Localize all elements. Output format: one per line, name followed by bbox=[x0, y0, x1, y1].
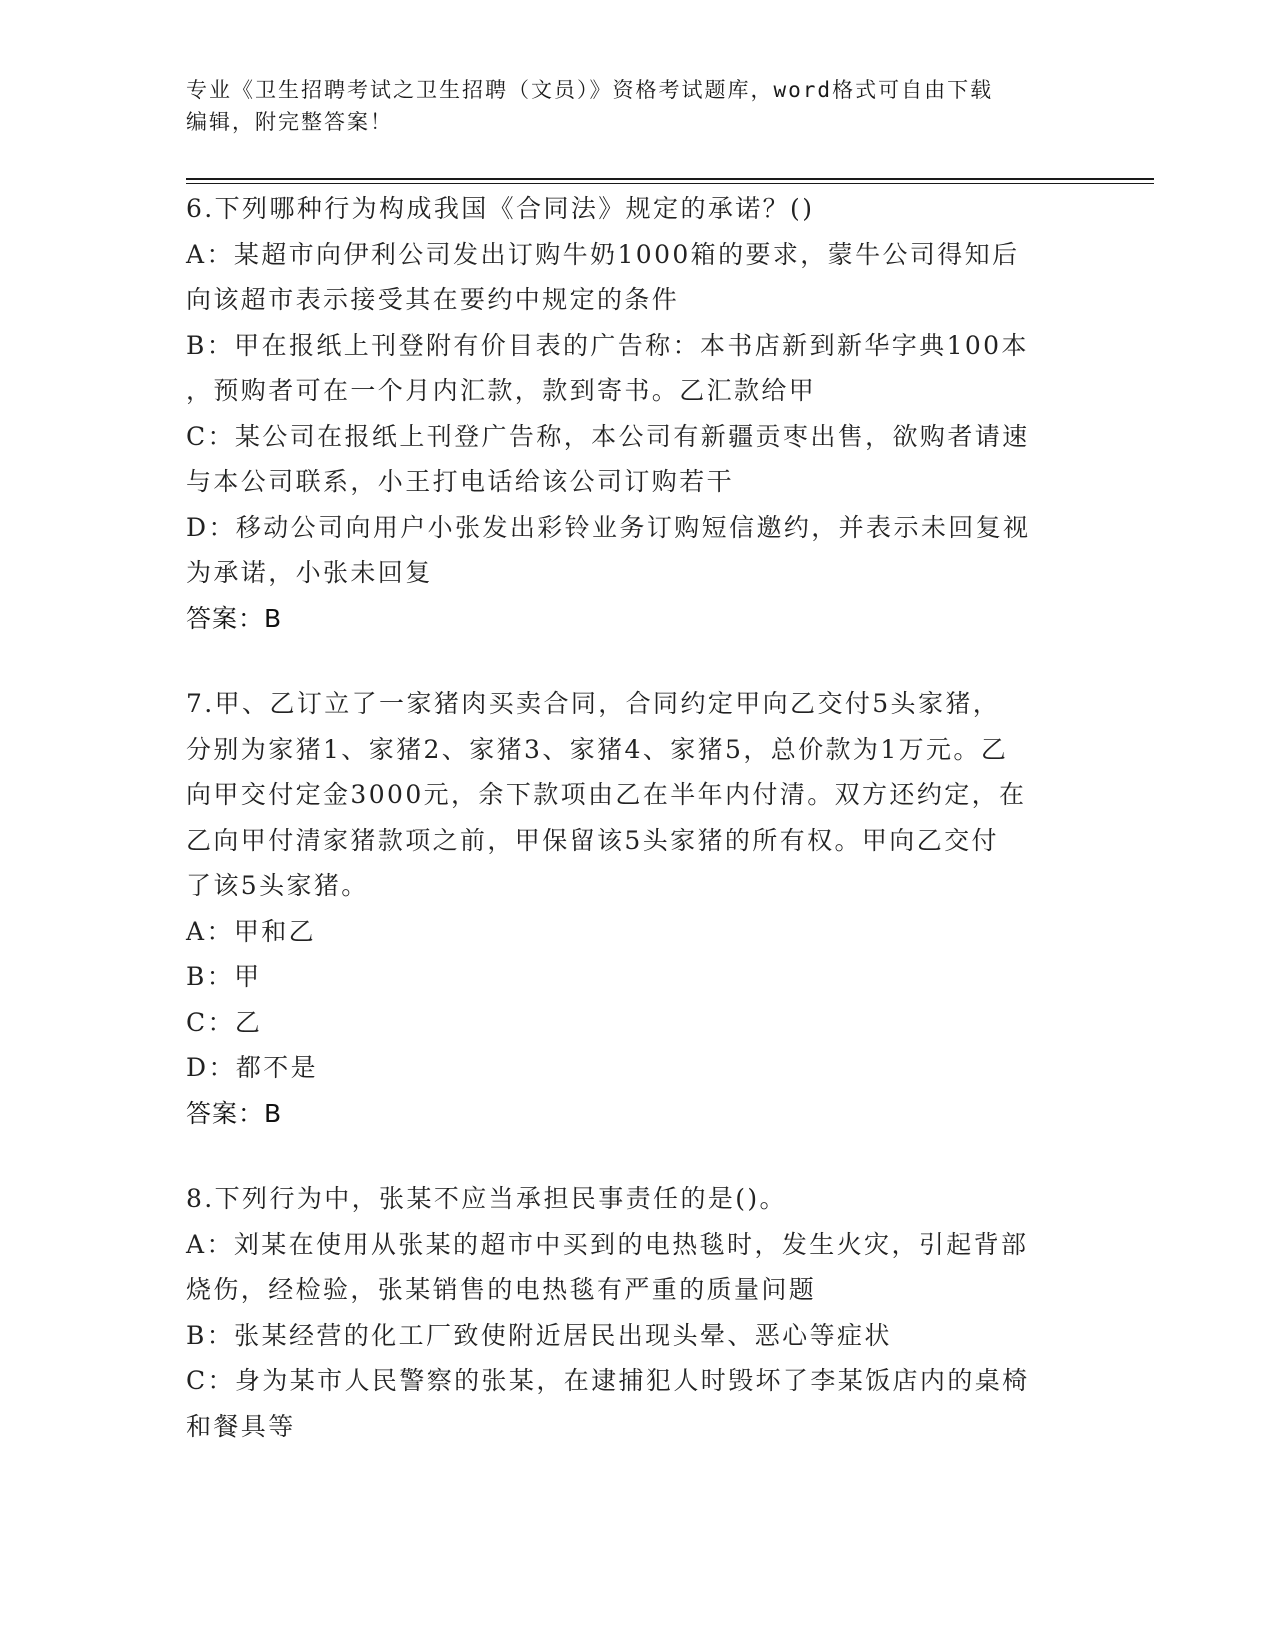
header-divider-thin bbox=[186, 183, 1154, 184]
header-line-1: 专业《卫生招聘考试之卫生招聘（文员）》资格考试题库，word格式可自由下载 bbox=[186, 78, 994, 102]
document-header bbox=[186, 74, 1066, 138]
question-list bbox=[186, 186, 1086, 1489]
question-stem: 6.下列哪种行为构成我国《合同法》规定的承诺？() bbox=[186, 194, 815, 223]
option-d: D：移动公司向用户小张发出彩铃业务订购短信邀约，并表示未回复视 为承诺，小张未回复 bbox=[186, 512, 1031, 587]
question-8 bbox=[186, 1176, 1086, 1449]
option-c: C：某公司在报纸上刊登广告称，本公司有新疆贡枣出售，欲购者请速 与本公司联系，小王打电话给该公司订购若干 bbox=[186, 421, 1030, 496]
option-b: B：张某经营的化工厂致使附近居民出现头晕、恶心等症状 bbox=[186, 1320, 892, 1350]
option-b: B：甲 bbox=[186, 962, 262, 991]
question-7 bbox=[186, 681, 1086, 1136]
answer-label: 答案：B bbox=[186, 1098, 283, 1128]
header-line-2: 编辑，附完整答案！ bbox=[186, 110, 393, 134]
question-6 bbox=[186, 186, 1086, 641]
question-stem: 8.下列行为中，张某不应当承担民事责任的是()。 bbox=[186, 1184, 787, 1213]
option-a: A：某超市向伊利公司发出订购牛奶1000箱的要求，蒙牛公司得知后 向该超市表示接受其在要约中规定的条件 bbox=[186, 239, 1020, 314]
option-a: A：刘某在使用从张某的超市中买到的电热毯时，发生火灾，引起背部 烧伤，经检验，张某销售的电热毯有严重的质量问题 bbox=[186, 1229, 1029, 1304]
option-d: D：都不是 bbox=[186, 1053, 319, 1082]
option-a: A：甲和乙 bbox=[186, 916, 317, 946]
option-c: C：乙 bbox=[186, 1007, 263, 1037]
option-c: C：身为某市人民警察的张某，在逮捕犯人时毁坏了李某饭店内的桌椅 和餐具等 bbox=[186, 1366, 1030, 1441]
answer-label: 答案：B bbox=[186, 603, 283, 633]
header-divider bbox=[186, 178, 1154, 180]
question-stem: 7.甲、乙订立了一家猪肉买卖合同，合同约定甲向乙交付5头家猪， 分别为家猪1、家猪2、家猪3、家猪4、家猪5，总价款为1万元。乙 向甲交付定金3000元，余下款项由乙在半年内付清。双方还约定，在 乙向甲付清家猪款项之前，甲保留该5头家猪的所有权。甲向乙交付 了该5头家猪。 bbox=[186, 689, 1027, 900]
option-b: B：甲在报纸上刊登附有价目表的广告称：本书店新到新华字典100本 ，预购者可在一个月内汇款，款到寄书。乙汇款给甲 bbox=[186, 330, 1029, 405]
